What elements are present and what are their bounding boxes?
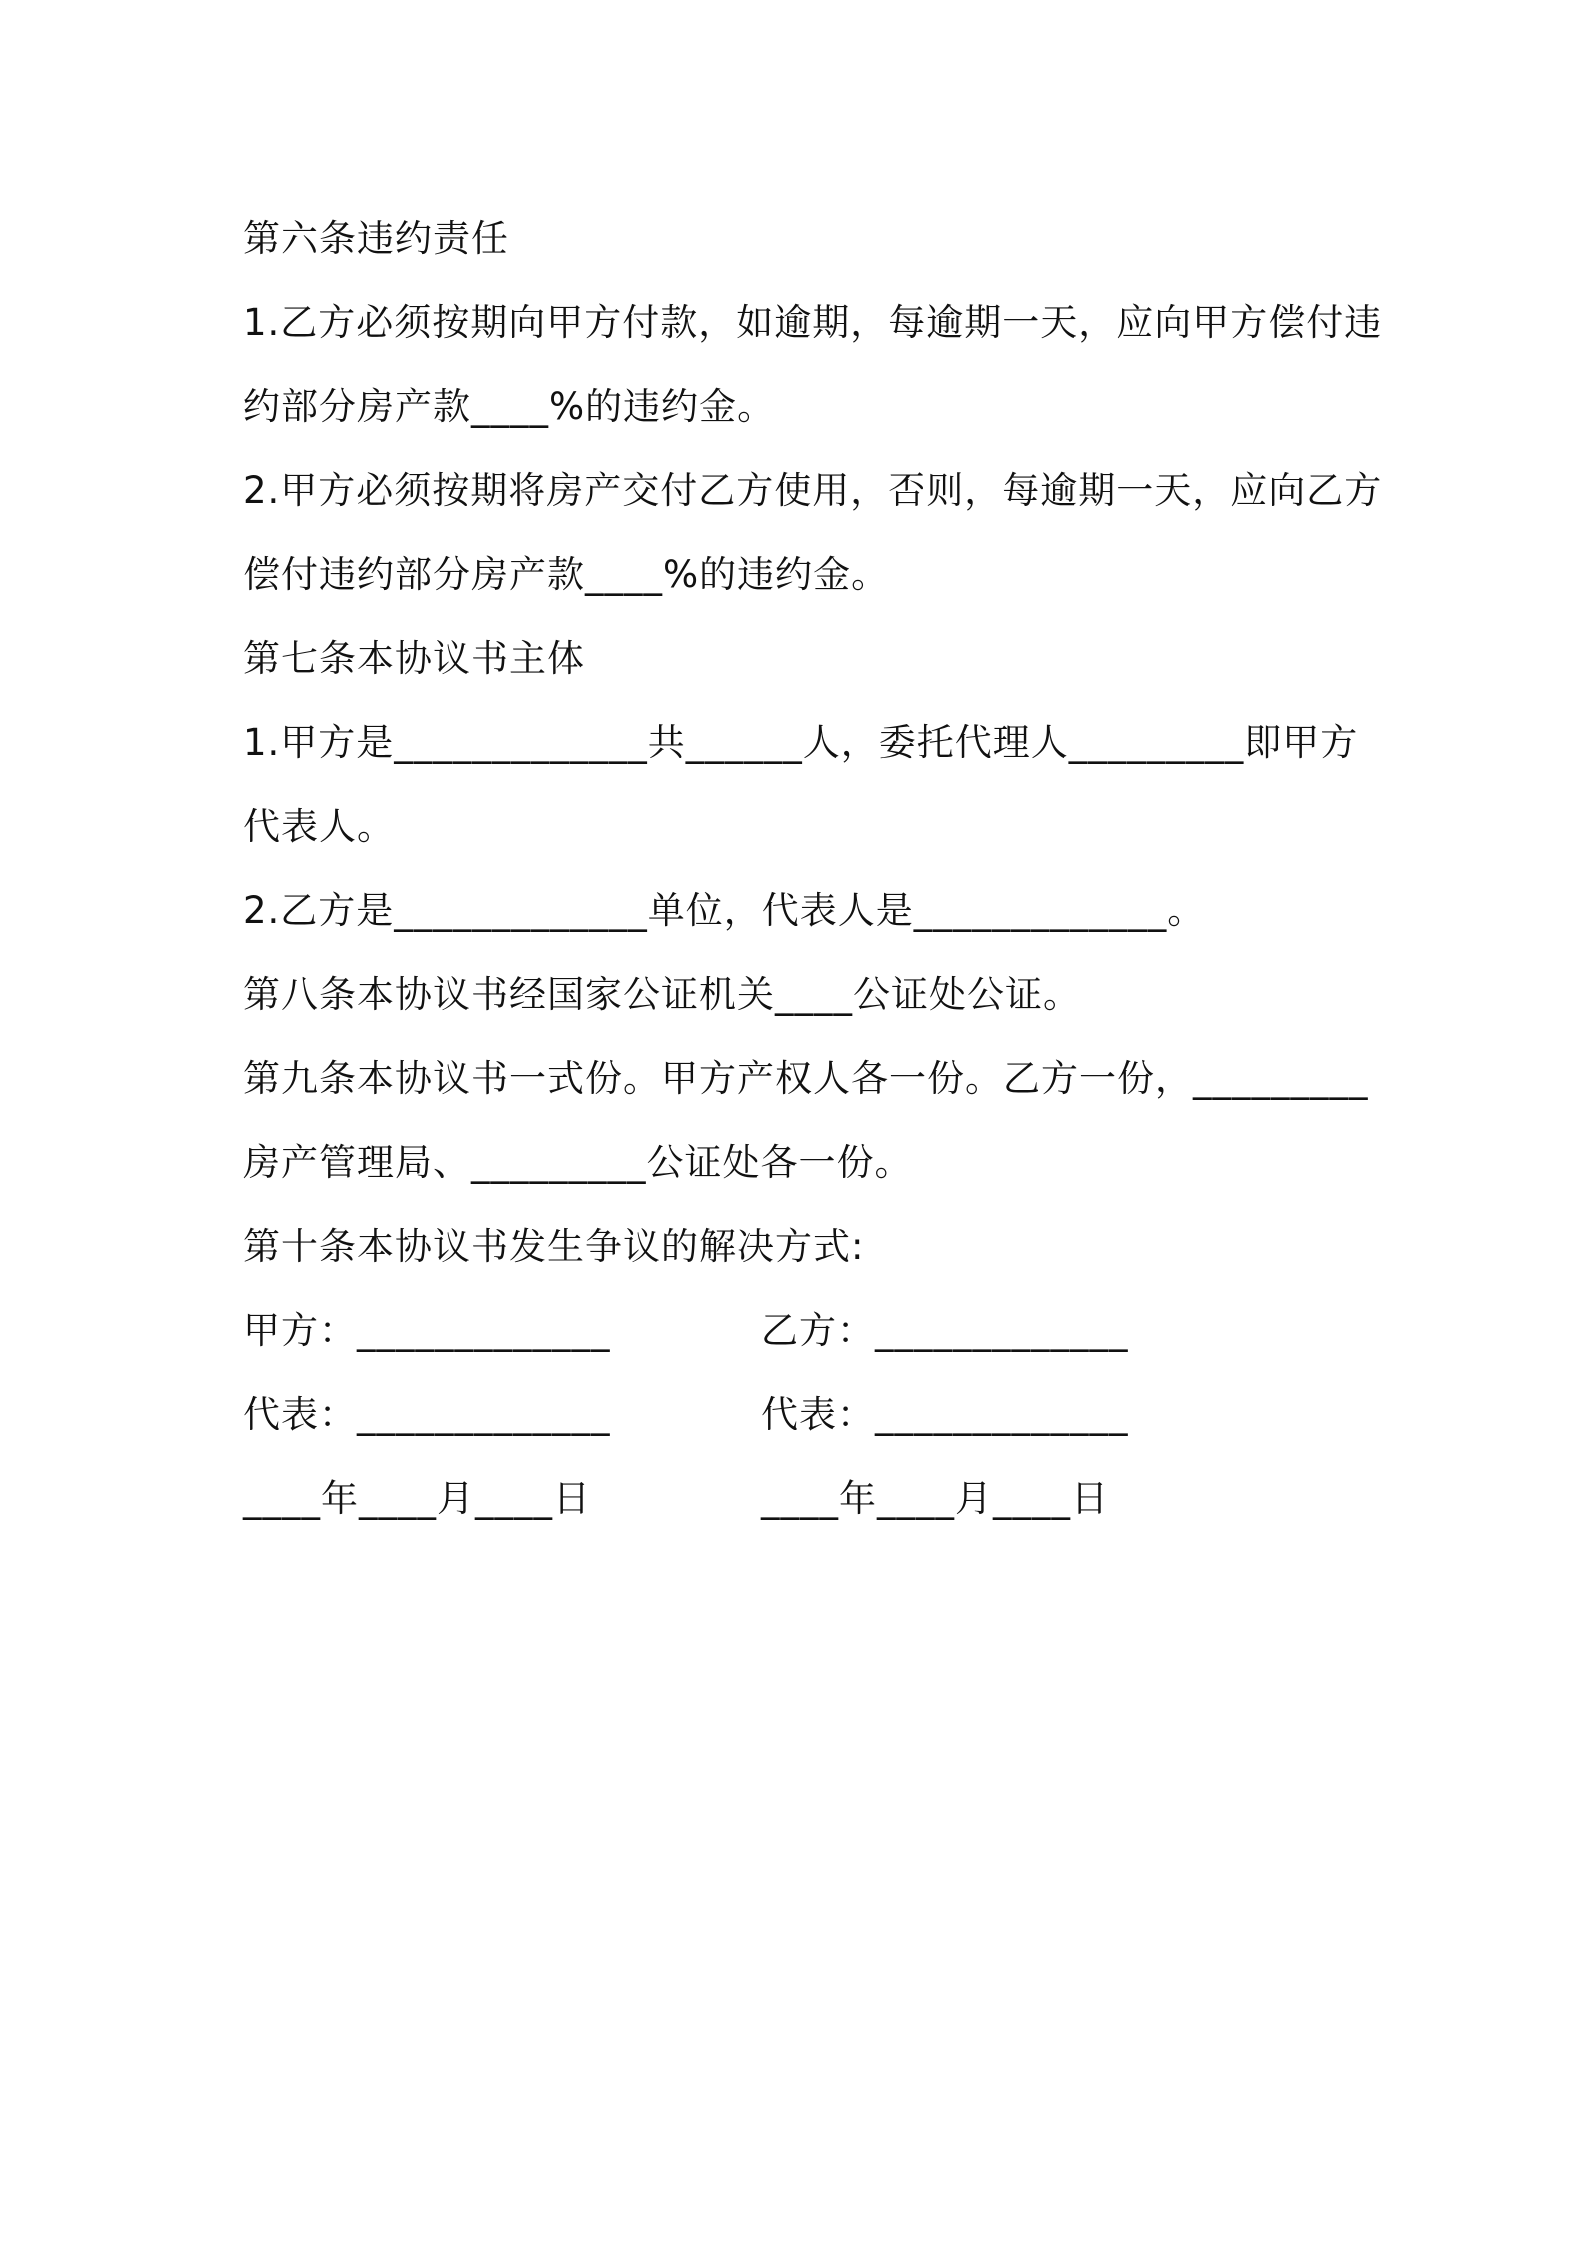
party-a-representative: 代表：_____________	[243, 1393, 611, 1436]
party-a-signature: 甲方：_____________	[243, 1309, 611, 1352]
signature-date-row	[243, 1457, 1363, 1541]
article-6-clause-2-line-2: 偿付违约部分房产款____%的违约金。	[243, 553, 890, 596]
article-10: 第十条本协议书发生争议的解决方式:	[243, 1225, 865, 1268]
article-6-heading: 第六条违约责任	[243, 217, 509, 260]
article-7-heading: 第七条本协议书主体	[243, 637, 585, 680]
article-6-clause-2-line-1: 2.甲方必须按期将房产交付乙方使用，否则，每逾期一天，应向乙方	[243, 469, 1383, 512]
party-b-date: ____年____月____日	[761, 1477, 1109, 1520]
article-6-clause-1-line-2: 约部分房产款____%的违约金。	[243, 385, 776, 428]
document-body	[243, 197, 1383, 1541]
article-9-line-1: 第九条本协议书一式份。甲方产权人各一份。乙方一份，_________	[243, 1057, 1369, 1100]
article-6-clause-1-line-1: 1.乙方必须按期向甲方付款，如逾期，每逾期一天，应向甲方偿付违	[243, 301, 1383, 344]
party-a-date: ____年____月____日	[243, 1477, 591, 1520]
article-8: 第八条本协议书经国家公证机关____公证处公证。	[243, 973, 1081, 1016]
article-7-clause-2: 2.乙方是_____________单位，代表人是_____________。	[243, 889, 1206, 932]
party-b-representative: 代表：_____________	[761, 1393, 1129, 1436]
article-7-clause-1-line-1: 1.甲方是_____________共______人，委托代理人_________即甲方	[243, 721, 1359, 764]
signature-representative-row	[243, 1373, 1363, 1457]
article-9-line-2: 房产管理局、_________公证处各一份。	[243, 1141, 913, 1184]
article-7-clause-1-line-2: 代表人。	[243, 805, 395, 848]
signature-party-row	[243, 1289, 1363, 1373]
party-b-signature: 乙方：_____________	[761, 1309, 1129, 1352]
